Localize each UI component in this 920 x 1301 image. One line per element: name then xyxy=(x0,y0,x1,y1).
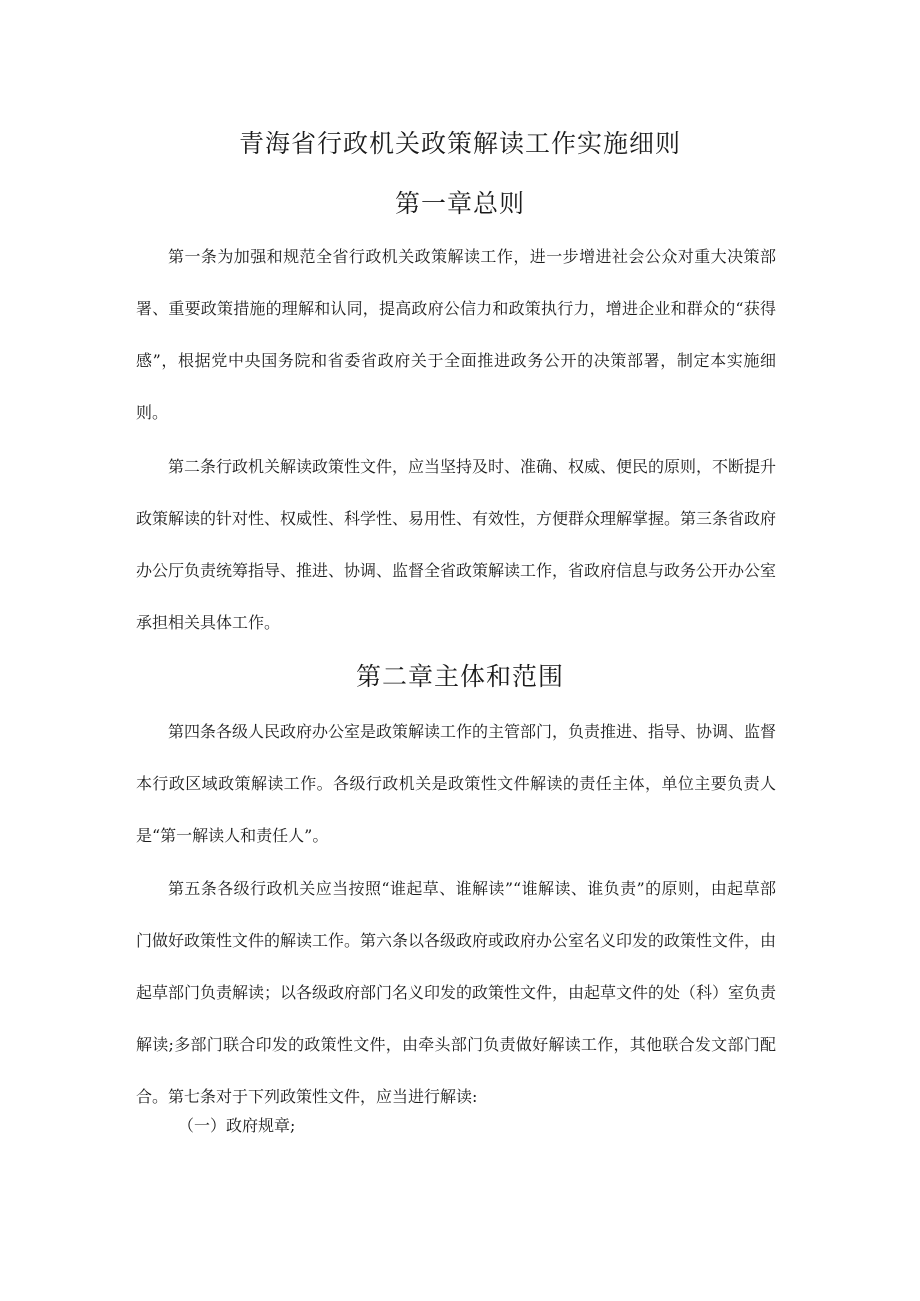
article-1-paragraph: 第一条为加强和规范全省行政机关政策解读工作，进一步增进社会公众对重大决策部署、重要政策措施的理解和认同，提高政府公信力和政策执行力，增进企业和群众的“获得感”，根据党中央国务院和省委省政府关于全面推进政务公开的决策部署，制定本实施细则。 xyxy=(136,247,776,422)
article-2-3-paragraph: 第二条行政机关解读政策性文件，应当坚持及时、准确、权威、便民的原则，不断提升政策解读的针对性、权威性、科学性、易用性、有效性，方便群众理解掌握。第三条省政府办公厅负责统筹指导、推进、协调、监督全省政策解读工作，省政府信息与政务公开办公室承担相关具体工作。 xyxy=(136,457,777,632)
list-item-government-regulations: （一）政府规章; xyxy=(178,1116,296,1135)
chapter-2-heading: 第二章主体和范围 xyxy=(355,662,564,691)
document-title: 青海省行政机关政策解读工作实施细则 xyxy=(238,129,681,158)
article-4-paragraph: 第四条各级人民政府办公室是政策解读工作的主管部门，负责推进、指导、协调、监督本行政区域政策解读工作。各级行政机关是政策性文件解读的责任主体，单位主要负责人是“第一解读人和责任人”。 xyxy=(136,722,777,845)
chapter-1-heading: 第一章总则 xyxy=(394,189,525,218)
article-5-6-7-paragraph: 第五条各级行政机关应当按照“谁起草、谁解读”“谁解读、谁负责”的原则，由起草部门做好政策性文件的解读工作。第六条以各级政府或政府办公室名义印发的政策性文件，由起草部门负责解读；以各级政府部门名义印发的政策性文件，由起草文件的处（科）室负责解读;多部门联合印发的政策性文件，由牵头部门负责做好解读工作，其他联合发文部门配合。第七条对于下列政策性文件，应当进行解读: xyxy=(136,879,777,1106)
